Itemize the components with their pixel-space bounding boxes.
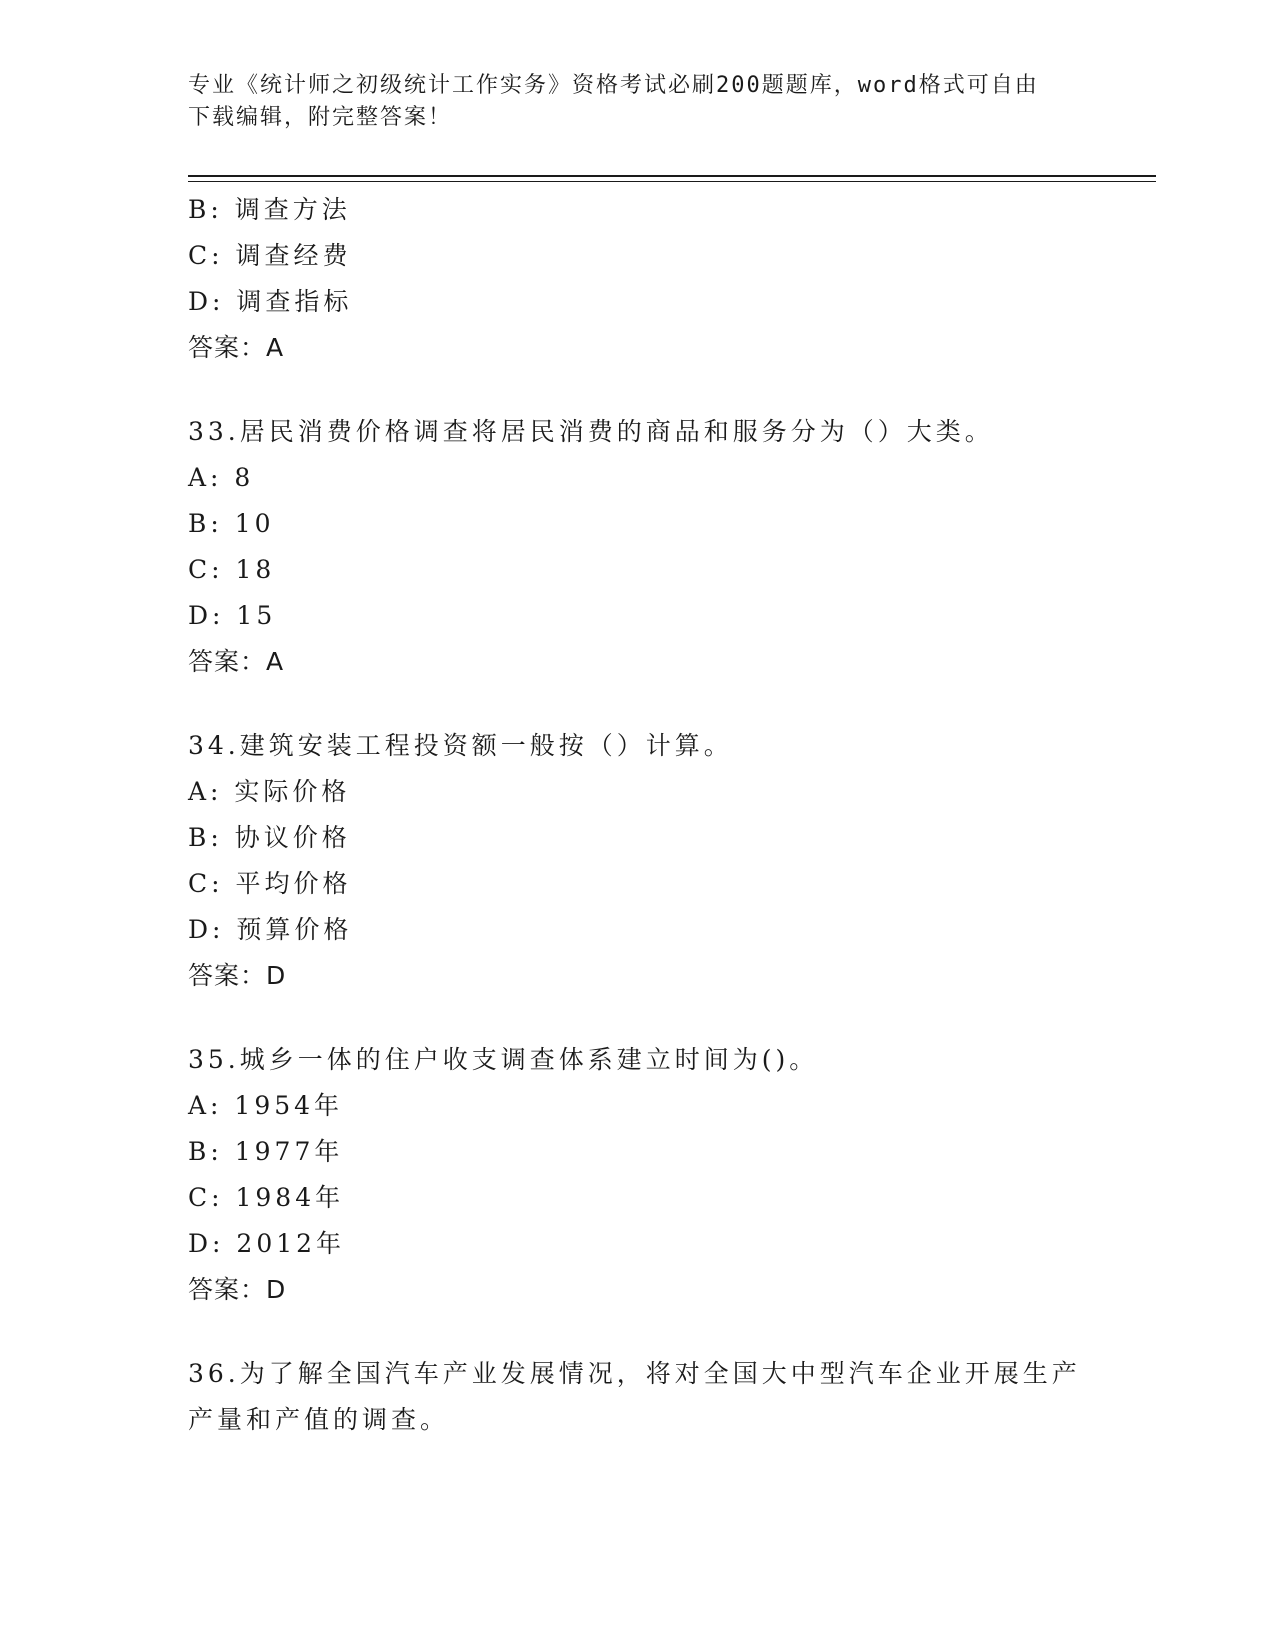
spacer: [188, 371, 1088, 409]
question-36: [188, 1351, 1088, 1443]
option-c: C: 平均价格: [188, 869, 352, 898]
question-list: [188, 187, 1088, 1443]
option-b: B: 1977年: [188, 1137, 344, 1166]
option-d: D: 15: [188, 601, 277, 630]
question-stem-line-2: 产量和产值的调查。: [188, 1405, 450, 1434]
header-divider-thick: [188, 175, 1156, 177]
header-divider-thin: [188, 181, 1156, 182]
spacer: [188, 999, 1088, 1037]
question-33: [188, 409, 1088, 685]
option-b: B: 10: [188, 509, 275, 538]
header-title-line-1: 专业《统计师之初级统计工作实务》资格考试必刷200题题库，word格式可自由: [188, 73, 1039, 98]
answer-line: 答案：D: [188, 1275, 287, 1304]
question-stem-line-1: 36.为了解全国汽车产业发展情况，将对全国大中型汽车企业开展生产: [188, 1359, 1081, 1388]
spacer: [188, 685, 1088, 723]
question-34: [188, 723, 1088, 999]
question-32-continued: [188, 187, 1088, 371]
option-c: C: 1984年: [188, 1183, 345, 1212]
spacer: [188, 1313, 1088, 1351]
option-c: C: 调查经费: [188, 241, 352, 270]
question-stem: 34.建筑安装工程投资额一般按（）计算。: [188, 731, 733, 760]
option-c: C: 18: [188, 555, 276, 584]
answer-line: 答案：A: [188, 333, 285, 362]
option-a: A: 1954年: [188, 1091, 344, 1120]
option-a: A: 8: [188, 463, 255, 492]
document-header: [188, 70, 1088, 134]
option-b: B: 调查方法: [188, 195, 351, 224]
question-stem: 35.城乡一体的住户收支调查体系建立时间为()。: [188, 1045, 819, 1074]
question-stem: 33.居民消费价格调查将居民消费的商品和服务分为（）大类。: [188, 417, 994, 446]
question-35: [188, 1037, 1088, 1313]
option-d: D: 2012年: [188, 1229, 346, 1258]
option-a: A: 实际价格: [188, 777, 351, 806]
answer-line: 答案：D: [188, 961, 287, 990]
header-title-line-2: 下载编辑，附完整答案！: [188, 105, 453, 130]
option-b: B: 协议价格: [188, 823, 351, 852]
option-d: D: 调查指标: [188, 287, 353, 316]
answer-line: 答案：A: [188, 647, 285, 676]
option-d: D: 预算价格: [188, 915, 353, 944]
